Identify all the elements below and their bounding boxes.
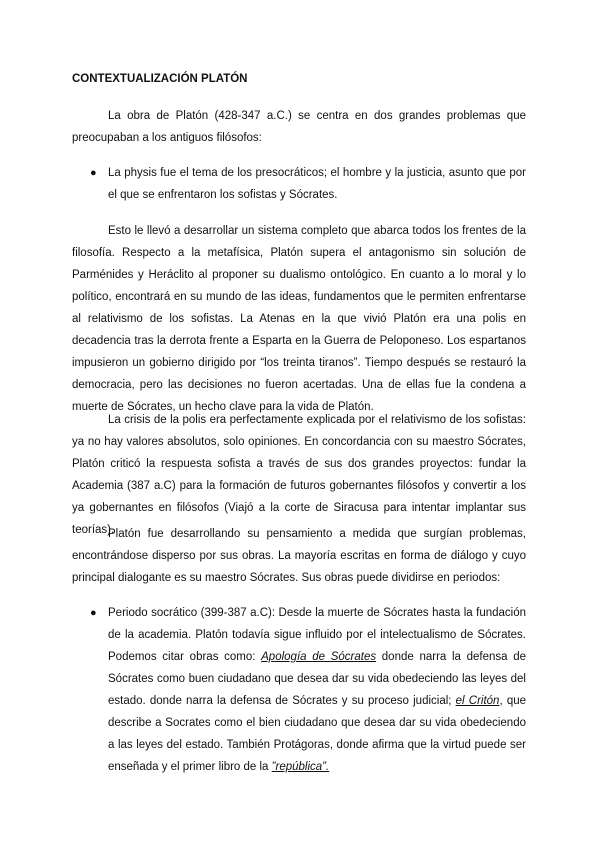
bullet-item-physis bbox=[90, 162, 526, 206]
apologia-link[interactable]: Apología de Sócrates bbox=[261, 651, 377, 663]
crisis-paragraph: La crisis de la polis era perfectamente explicada por el relativismo de los sofistas: ya no hay valores absolutos, solo opiniones. En concordancia con su maestro Sócrates, Platón criticó la respuesta sofista a través de sus dos grandes proyectos: fundar la Academia (387 a.C) para la formación de futuros gobernantes filósofos y convertir a los ya gobernantes en filósofos (Viajó a la corte de Siracusa para intentar implantar sus teorías). bbox=[72, 414, 526, 536]
bullet-text-part3: , que describe a Socrates como el bien ciudadano que desea dar su vida obedeciendo a las leyes del estado. También Protágoras, donde afirma que la virtud puede ser enseñada y el primer libro de la bbox=[108, 695, 527, 773]
criton-link[interactable]: el Critón bbox=[455, 695, 500, 707]
republica-link[interactable]: ”república”. bbox=[271, 761, 330, 773]
context-paragraph: Esto le llevó a desarrollar un sistema completo que abarca todos los frentes de la filosofía. Respecto a la metafísica, Platón supera el antagonismo sin solución de Parménides y Heráclito al proponer su dualismo ontológico. En cuanto a lo moral y lo político, encontrará en su mundo de las ideas, fundamentos que le permiten enfrentarse al relativismo de los sofistas. La Atenas en la que vivió Platón era una polis en decadencia tras la derrota frente a Esparta en la Guerra de Peloponeso. Los espartanos impusieron un gobierno dirigido por “los treinta tiranos”. Tiempo después se restauró la democracia, pero las decisiones no fueron acertadas. Una de ellas fue la condena a muerte de Sócrates, un hecho clave para la vida de Platón. bbox=[72, 225, 526, 413]
bullet-text-part2: donde narra la defensa de Sócrates como buen ciudadano que desea dar su vida obedeciendo las leyes del estado. donde narra la defensa de Sócrates y su proceso judicial; bbox=[108, 651, 527, 707]
works-paragraph: Platón fue desarrollando su pensamiento a medida que surgían problemas, encontrándose disperso por sus obras. La mayoría escritas en forma de diálogo y cuyo principal dialogante es su maestro Sócrates. Sus obras puede dividirse en periodos: bbox=[72, 528, 526, 584]
document-title: CONTEXTUALIZACIÓN PLATÓN bbox=[72, 73, 248, 85]
intro-paragraph: La obra de Platón (428-347 a.C.) se centra en dos grandes problemas que preocupaban a los antiguos filósofos: bbox=[72, 110, 526, 144]
bullet-text: La physis fue el tema de los presocráticos; el hombre y la justicia, asunto que por el que se enfrentaron los sofistas y Sócrates. bbox=[108, 167, 526, 201]
bullet-item-socratic-period bbox=[90, 602, 526, 778]
bullet-text-part1: Periodo socrático (399-387 a.C): Desde la muerte de Sócrates hasta la fundación de la academia. Platón todavía sigue influido por el intelectualismo de Sócrates. Podemos citar obras como: bbox=[108, 607, 526, 663]
bullet-icon: ● bbox=[90, 167, 97, 179]
bullet-icon: ● bbox=[90, 607, 97, 619]
